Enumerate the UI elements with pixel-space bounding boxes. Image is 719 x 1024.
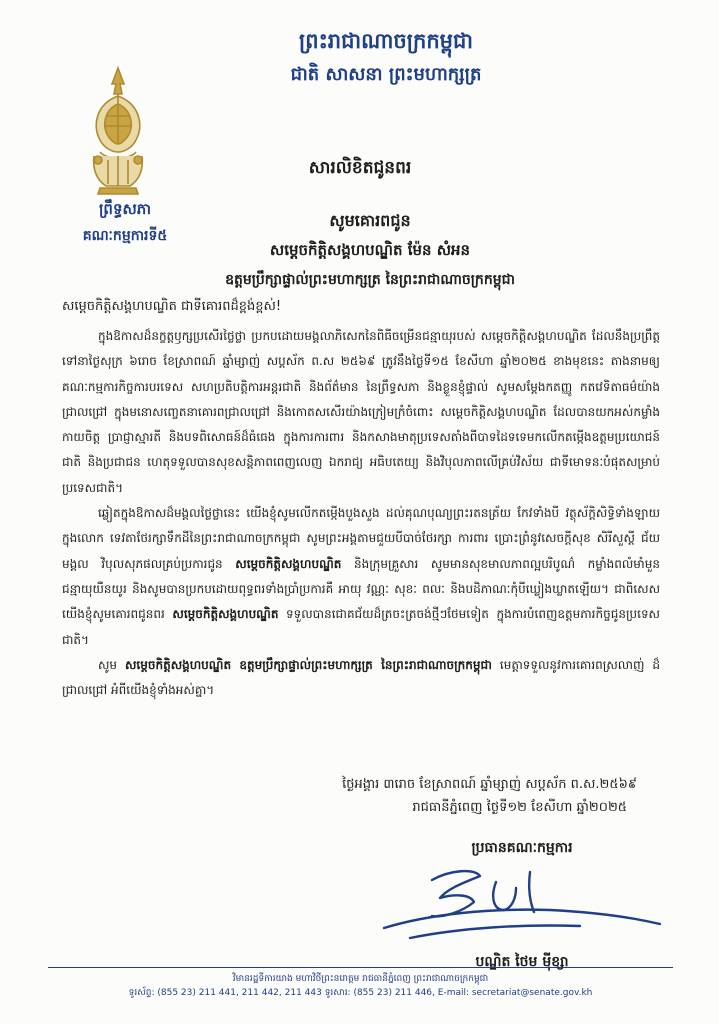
body-paragraph-1: ក្នុងឱកាសដ៏នក្ខត្តឫក្សប្រសើរថ្លៃថ្លា ប្រកបដោយមង្គលាភិសេកនៃពិធីចម្រើនជន្មាយុរបស់ សម្ដេចកិត្តិសង្គហបណ្ឌិត ដែលនឹងប្រព្រឹត្តទៅនាថ្ងៃសុក្រ ៦រោច ខែស្រាពណ៍ ឆ្នាំម្សាញ់ សប្តស័ក ព.ស ២៥៦៩ ត្រូវនឹងថ្ងៃទី១៥ ខែសីហា ឆ្នាំ២០២៥ ខាងមុខនេះ តាងនាមឲ្យគណៈកម្មការកិច្ចការបរទេស សហប្រតិបត្តិការអន្តរជាតិ និងព័ត៌មាន នៃព្រឹទ្ធសភា និងខ្លួនខ្ញុំផ្ទាល់ សូមសម្ដែងកតញ្ញូ កតវេទិតាធម៌យ៉ាងជ្រាលជ្រៅ ក្នុងមនោសញ្ចេតនាគោរពជ្រាលជ្រៅ និងកោតសសើរយ៉ាងក្រៀមក្រំចំពោះ សម្ដេចកិត្តិសង្គហបណ្ឌិត ដែលបានយកអស់កម្លាំងកាយចិត្ត ប្រាជ្ញាស្មារតី និងបទពិសោធន៍ដ៏ធំធេង ក្នុងការការពារ និងកសាងមាតុប្រទេសតាំងពីបាទដៃទទេមកលើកតម្កើងឧត្តមប្រយោជន៍ជាតិ និងប្រជាជន ហេតុទទួលបានសុខសន្តិភាពពេញលេញ ឯករាជ្យ អធិបតេយ្យ និងវិបុលភាពលើគ្រប់វិស័យ ជាទីមោទនៈបំផុតសម្រាប់ប្រទេសជាតិ។ [62, 329, 660, 495]
signer-name: បណ្ឌិត ថៃម ម៉ីខ្សា [475, 954, 569, 970]
royal-crest-icon [86, 64, 150, 196]
signer-title: ប្រធានគណៈកម្មការ [471, 840, 573, 856]
body-paragraph-2: ឆ្លៀតក្នុងឱកាសដ៏មង្គលថ្លៃថ្លានេះ យើងខ្ញុំសូមលើកតម្កើងបួងសួង ដល់គុណបុណ្យព្រះរតនត្រ័យ កែវទាំងបី វត្ថុស័ក្តិសិទ្ធិទាំងឡាយក្នុងលោក ទេវតាថែរក្សាទឹកដីនៃព្រះរាជាណាចក្រកម្ពុជា សូមព្រះអង្គតាមជួយបីបាច់ថែរក្សា ការពារ ប្រោះព្រំនូវសេចក្ដីសុខ សិរីសួស្ដី ជ័យមង្គល វិបុលសុភផលគ្រប់ប្រការជូន សម្ដេចកិត្តិសង្គហបណ្ឌិត និងក្រុមគ្រួសារ សូមមានសុខមាលភាពល្អបរិបូណ៌ កម្លាំងពលំមាំមួន ជន្មាយុយឺនយូរ និងសូមបានប្រកបដោយពុទ្ធពរទាំងប្រាំប្រការគឺ អាយុ វណ្ណៈ សុខៈ ពលៈ និងបដិភាណៈកុំបីឃ្លៀងឃ្លាតឡើយ។ ជាពិសេសយើងខ្ញុំសូមគោរពជូនពរ សម្ដេចកិត្តិសង្គហបណ្ឌិត ទទួលបានជោគជ័យដ៏ត្រចះត្រចង់ថ្មីៗថែមទៀត ក្នុងការបំពេញឧត្តមភារកិច្ចជូនប្រទេសជាតិ។ [62, 506, 660, 647]
addressee-block [150, 210, 590, 291]
national-motto: ជាតិ សាសនា ព្រះមហាក្សត្រ [290, 64, 482, 85]
footer-contact: ទូរស័ព្ទ: (855 23) 211 441, 211 442, 211 443 ទូរសារ: (855 23) 211 446, E-mail: secretariat@senate.gov.kh [128, 988, 593, 998]
body-paragraph-3: សូម សម្ដេចកិត្តិសង្គហបណ្ឌិត ឧត្តមប្រឹក្សាផ្ទាល់ព្រះមហាក្សត្រ នៃព្រះរាជាណាចក្រកម្ពុជា មេត្តាទទួលនូវការគោរពស្រលាញ់ ដ៏ជ្រាលជ្រៅ អំពីយើងខ្ញុំទាំងអស់គ្នា។ [62, 657, 660, 698]
address-greeting: សូមគោរពជូន [329, 211, 411, 230]
addressee-name: សម្ដេចកិត្តិសង្គហបណ្ឌិត ម៉ែន សំអន [269, 241, 471, 259]
letter-body [62, 324, 660, 703]
closing-dates [342, 776, 647, 822]
footer [48, 972, 673, 1000]
salutation: សម្ដេចកិត្តិសង្គហបណ្ឌិត ជាទីគោរពដ៏ខ្ពង់ខ្ពស់! [62, 299, 282, 314]
committee-name: គណៈកម្មការទី៥ [82, 228, 168, 244]
addressee-title: ឧត្តមប្រឹក្សាផ្ទាល់ព្រះមហាក្សត្រ នៃព្រះរាជាណាចក្រកម្ពុជា [225, 272, 515, 288]
place-date: រាជធានីភ្នំពេញ ថ្ងៃទី១២ ខែសីហា ឆ្នាំ២០២៥ [412, 800, 627, 815]
handwritten-signature-icon [370, 858, 670, 948]
kingdom-heading: ព្រះរាជាណាចក្រកម្ពុជា [298, 29, 473, 53]
lunar-date: ថ្ងៃអង្គារ ៣រោច ខែស្រាពណ៍ ឆ្នាំម្សាញ់ សប្តស័ក ព.ស.២៥៦៩ [342, 777, 637, 792]
footer-address: វិមានរដ្ឋទីការយាង មហាវិថីព្រះនរោត្តម រាជធានីភ្នំពេញ ព្រះរាជាណាចក្រកម្ពុជា [232, 974, 489, 984]
senate-name: ព្រឹទ្ធសភា [98, 200, 152, 218]
footer-divider [48, 967, 673, 968]
document-type: សារលិខិតជូនពរ [308, 158, 412, 178]
